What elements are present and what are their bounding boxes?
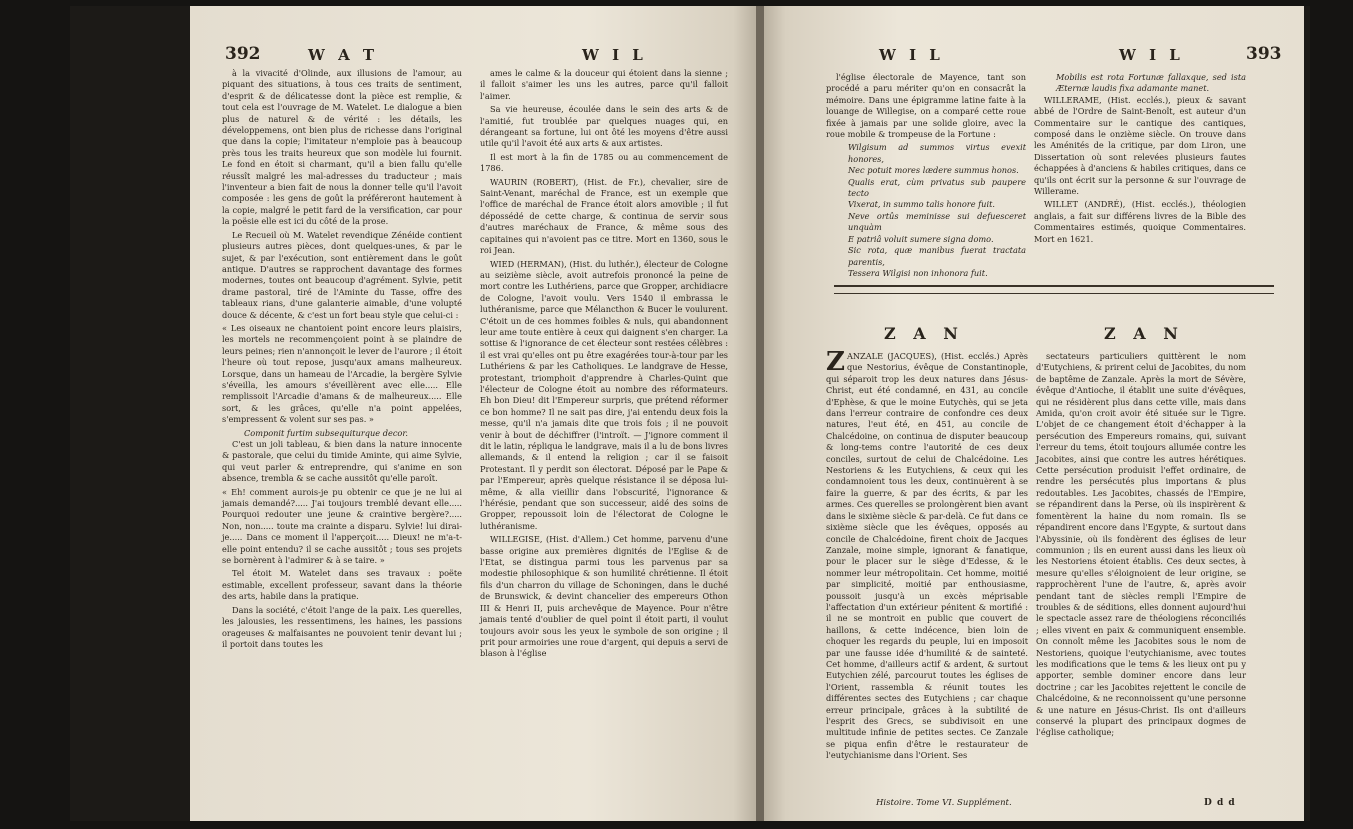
section-heading-left: Z A N xyxy=(884,324,964,343)
page-number-left: 392 xyxy=(225,44,261,64)
verse-line: Wilgisum ad summos virtus evexit honores, xyxy=(848,142,1026,164)
left-column-1 xyxy=(222,68,462,808)
verse-line: Sic rota, quæ manibus fuerat tractata parentis, xyxy=(848,245,1026,267)
left-column-2 xyxy=(480,68,728,808)
page-number-right: 393 xyxy=(1246,44,1282,64)
paragraph: « Eh! comment aurois-je pu obtenir ce que je ne lui ai jamais demandé?..... J'ai toujours tremblé devant elle..... Pourquoi redouter une jeune & craintive bergère?..... Non, non..... toute ma crainte a disparu. Sylvie! lui dirai-je..... Dans ce moment il l'apperçoit..... Dieux! ne m'a-t-elle point entendu? il se cache aussitôt ; tous ses projets se bornèrent à l'admirer & à se taire. » xyxy=(222,486,462,566)
paragraph: WILLERAME, (Hist. ecclés.), pieux & savant abbé de l'Ordre de Saint-Benoît, est auteur d'un Commentaire sur le cantique des cantiques, composé dans le onzième siècle. On trouve dans les Aménités de la critique, par dom Liron, une Dissertation où sont relevées plusieurs fautes échappées à d'anciens & habiles critiques, dans ce qu'ils ont écrit sur la personne & sur l'ouvrage de Willerame. xyxy=(1034,94,1246,197)
running-header-right-b: W I L xyxy=(1119,46,1184,64)
paragraph: WAURIN (ROBERT), (Hist. de Fr.), chevalier, sire de Saint-Venant, maréchal de France, est un exemple que l'office de maréchal de France étoit alors amovible ; il fut dépossédé de cette charge, & continua de servir sous d'autres maréchaux de France, & même sous des capitaines qui n'avoient pas ce titre. Mort en 1360, sous le roi Jean. xyxy=(480,176,728,256)
paragraph: WIED (HERMAN), (Hist. du luthér.), électeur de Cologne au seizième siècle, avoit autrefois prononcé la peine de mort contre les Luthériens, parce que Gropper, archidiacre de Cologne, l'avoit voulu. Vers 1540 il embrassa le luthéranisme, parce que Mélancthon & Bucer le voulurent. C'étoit un de ces hommes foibles & nuls, qui abandonnent leur ame toute entière à ceux qui daignent s'en charger. La sottise & l'ignorance de cet électeur sont restées célèbres : il est vrai qu'elles ont pu être exagérées tour-à-tour par les Luthériens & par les Catholiques. Le landgrave de Hesse, protestant, triomphoit d'apprendre à Charles-Quint que l'électeur de Cologne étoit au nombre des réformateurs. Eh bon Dieu! dit l'Empereur surpris, que prétend réformer ce bon homme? Il ne sait pas dire, j'ai entendu deux fois la messe, qu'il n'a jamais dite que trois fois ; il ne pouvoit venir à bout de déchiffrer (l'introït. — J'ignore comment il dit le latin, répliqua le landgrave, mais il a lu de bons livres allemands, & il entend la religion ; car il se faisoit Protestant. Il y perdit son électorat. Déposé par le Pape & par l'Empereur, après quelque résistance il se déposa lui-même, & alla vieillir dans l'obscurité, l'ignorance & l'hérésie, pendant que son successeur, aidé des soins de Gropper, repoussoit loin de l'électorat de Cologne le luthéranisme. xyxy=(480,258,728,531)
verse-line: E patriâ voluit sumere signa domo. xyxy=(848,233,994,244)
left-page xyxy=(190,6,756,821)
right-column-2 xyxy=(1034,72,1246,282)
running-header-right-a: W I L xyxy=(879,46,944,64)
right-column-1 xyxy=(826,72,1026,282)
signature-mark: D d d xyxy=(1204,798,1236,808)
paragraph: WILLET (ANDRÉ), (Hist. ecclés.), théologien anglais, a fait sur différens livres de la Bible des Commentaires estimés, quoique Commentaires. Mort en 1621. xyxy=(1034,199,1246,244)
paragraph: Tel étoit M. Watelet dans ses travaux : poëte estimable, excellent professeur, savant dans la théorie des arts, habile dans la pratique. xyxy=(222,568,462,602)
paragraph: Componit furtim subsequiturque decor. xyxy=(244,427,408,438)
paragraph: sectateurs particuliers quittèrent le nom d'Eutychiens, & prirent celui de Jacobites, du nom de baptême de Zanzale. Après la mort de Sévère, évêque d'Antioche, il établit une suite d'évêques, qui ne résidèrent plus dans cette ville, mais dans Amida, qu'on croit avoir été située sur le Tigre. L'objet de ce changement étoit d'échapper à la persécution des Empereurs romains, qui, suivant l'erreur du tems, étoit toujours allumée contre les Jacobites, ainsi que contre les autres hérétiques. Cette persécution produisit l'effet ordinaire, de rendre les persécutés plus importans & plus redoutables. Les Jacobites, chassés de l'Empire, se répandirent dans la Perse, où ils inspirèrent & fomentèrent la haine du nom romain. Ils se répandirent encore dans l'Egypte, & surtout dans l'Abyssinie, où ils fondèrent des églises de leur communion ; ils en eurent aussi dans les lieux où les Nestoriens étoient établis. Ces deux sectes, à mesure qu'elles s'éloignoient de leur origine, se rapprochèrent l'une de l'autre, &, après avoir pendant tant de siècles rempli l'Empire de troubles & de séditions, elles donnent aujourd'hui le spectacle assez rare de théologiens réconciliés ; elles vivent en paix & communiquent ensemble. On connoît même les Jacobites sous le nom de Nestoriens, quoique l'eutychianisme, avec toutes les modifications que le tems & les lieux ont pu y apporter, semble dominer encore dans leur doctrine ; car les Jacobites rejettent le concile de Chalcédoine, & ne reconnoissent qu'une personne & une nature en Jésus-Christ. Ils ont d'ailleurs conservé la plupart des principaux dogmes de l'église catholique; xyxy=(1036,351,1246,738)
paragraph: C'est un joli tableau, & bien dans la nature innocente & pastorale, que celui du timide Aminte, qui aime Sylvie, qui veut parler & entreprendre, qui s'anime en son absence, trembla & se cache aussitôt qu'elle paroît. xyxy=(222,439,462,484)
verse-line: Nec potuit mores lædere summus honos. xyxy=(848,165,1019,176)
paragraph: « Les oiseaux ne chantoient point encore leurs plaisirs, les mortels ne recommençoient point à se plaindre de leurs peines; rien n'annonçoit le lever de l'aurore ; il étoit l'heure où tout repose, jusqu'aux amans malheureux. Lorsque, dans un hameau de l'Arcadie, la bergère Sylvie s'éveilla, les amours s'éveillèrent avec elle..... Elle remplissoit l'Arcadie d'amans & de malheureux..... Elle sort, & les grâces, qu'elle n'a point appelées, s'empressent & volent sur ses pas. » xyxy=(222,322,462,425)
right-page xyxy=(764,6,1304,821)
footer-volume: Histoire. Tome VI. Supplément. xyxy=(876,798,1012,808)
paragraph: Il est mort à la fin de 1785 ou au commencement de 1786. xyxy=(480,151,728,174)
verse-line: Vixerat, in summo talis honore fuit. xyxy=(848,199,995,210)
running-header-left-a: W A T xyxy=(308,46,379,64)
paragraph: ames le calme & la douceur qui étoient dans la sienne ; il falloit s'aimer les uns les autres, parce qu'il falloit l'aimer. xyxy=(480,68,728,101)
paragraph: à la vivacité d'Olinde, aux illusions de l'amour, au piquant des situations, à tous ces traits de sentiment, d'esprit & de délicatesse dont la pièce est remplie, & tout cela est l'ouvrage de M. Watelet. Le dialogue a bien plus de naturel & de vérité : les détails, les développemens, ont bien plus de richesse dans l'original que dans la copie; l'imitateur n'emploie pas à beaucoup près tous les traits heureux que son modèle lui fournit. Le fond en étoit si charmant, qu'il a bien fallu qu'elle réussît malgré les mal-adresses du traducteur ; mais l'inventeur a bien fait de nous la donner telle qu'il l'avoit composée : les gens de goût la préféreront hautement à la copie, malgré le petit fard de la versification, car pour la poësie elle est ici du côté de la prose. xyxy=(222,68,462,227)
paragraph: Le Recueil où M. Watelet revendique Zénéide contient plusieurs autres pièces, dont quelques-unes, & par le sujet, & par l'exécution, sont entièrement dans le goût antique. D'autres se rapprochent davantage des formes modernes, toutes ont beaucoup d'agrément. Sylvie, petit drame pastoral, tiré de l'Aminte du Tasse, offre des tableaux rians, d'une galanterie aimable, d'une volupté douce & décente, & c'est un fort beau style que celui-ci : xyxy=(222,229,462,320)
paragraph: Sa vie heureuse, écoulée dans le sein des arts & de l'amitié, fut troublée par quelques nuages qui, en dérangeant sa fortune, lui ont ôté les moyens d'être aussi utile qu'il l'avoit été aux arts & aux artistes. xyxy=(480,104,728,149)
section-heading-right: Z A N xyxy=(1104,324,1184,343)
paragraph: WILLEGISE, (Hist. d'Allem.) Cet homme, parvenu d'une basse origine aux premières dignités de l'Eglise & de l'Etat, se distingua parmi tous les parvenus par sa modestie philosophique & son humilité chrétienne. Il étoit fils d'un charron du village de Schoningen, dans le duché de Brunswick, & devint chancelier des empereurs Othon III & Henri II, puis archevêque de Mayence. Pour n'être jamais tenté d'oublier de quel point il étoit parti, il voulut toujours avoir sous les yeux le symbole de son origine ; il prit pour armoiries une roue d'argent, qui depuis a servi de blason à l'église xyxy=(480,534,728,659)
right-column-3 xyxy=(826,347,1028,791)
open-book xyxy=(70,6,1310,821)
paragraph: Mobilis est rota Fortunæ fallaxque, sed ista Æternæ laudis fixa adamante manet. xyxy=(1056,72,1246,94)
paragraph: Dans la société, c'étoit l'ange de la paix. Les querelles, les jalousies, les ressentimens, les haines, les passions orageuses & malfaisantes ne pouvoient tenir devant lui ; il portoit dans toutes les xyxy=(222,604,462,649)
paragraph: l'église électorale de Mayence, tant son procédé a paru mériter qu'on en consacrât la mémoire. Dans une épigramme latine faite à la louange de Willegise, on a comparé cette roue fixée à jamais par une solide gloire, avec la roue mobile & trompeuse de la Fortune : xyxy=(826,72,1026,140)
verse-line: Neve ortûs meminisse sui defuesceret unquàm xyxy=(848,210,1026,233)
verse-line: Qualis erat, cùm privatus sub paupere tecto xyxy=(848,176,1026,199)
section-rule xyxy=(834,285,1274,294)
book-gutter xyxy=(756,6,764,821)
drop-cap: Z xyxy=(826,347,845,377)
zanzale-article: ANZALE (JACQUES), (Hist. ecclés.) Après que Nestorius, évêque de Constantinople, qui séparoit trop les deux natures dans Jésus-Christ, eut été condamné, en 431, au concile d'Ephèse, & que le moine Eutychès, qui se jeta dans l'erreur contraire de confondre ces deux natures, l'eut été, en 451, au concile de Chalcédoine, on continua de disputer beaucoup & long-tems contre l'autorité de ces deux conciles, surtout de celui de Chalcédoine. Les Nestoriens & les Eutychiens, & ceux qui les condamnoient tous les deux, continuèrent à se faire la guerre, & par des écrits, & par les armes. Ces querelles se prolongèrent bien avant dans le sixième siècle & par-delà. Ce fut dans ce sixième siècle que les évêques, opposés au concile de Chalcédoine, firent choix de Jacques Zanzale, moine simple, ignorant & fanatique, pour le placer sur le siège d'Edesse, & le nommer leur métropolitain. Cet homme, moitié par simplicité, moitié par enthousiasme, poussoit jusqu'à un excès méprisable l'affectation d'un extérieur pénitent & mortifié : il ne se montroit en public que couvert de haillons, & cette indécence, bien loin de choquer les regards du peuple, lui en imposoit par une fausse idée d'humilité & de sainteté. Cet homme, d'ailleurs actif & ardent, & surtout Eutychien zélé, parcourut toutes les églises de l'Orient, rassembla & réunit toutes les différentes sectes des Eutychiens ; car chaque erreur principale, grâces à la subtilité de l'esprit des Grecs, se subdivisoit en une multitude infinie de petites sectes. Ce Zanzale se piqua enfin d'être le restaurateur de l'eutychianisme dans l'Orient. Ses xyxy=(826,351,1028,761)
right-column-4 xyxy=(1036,351,1246,791)
running-header-left-b: W I L xyxy=(582,46,647,64)
verse-line: Tessera Wilgisi non inhonora fuit. xyxy=(848,267,988,278)
